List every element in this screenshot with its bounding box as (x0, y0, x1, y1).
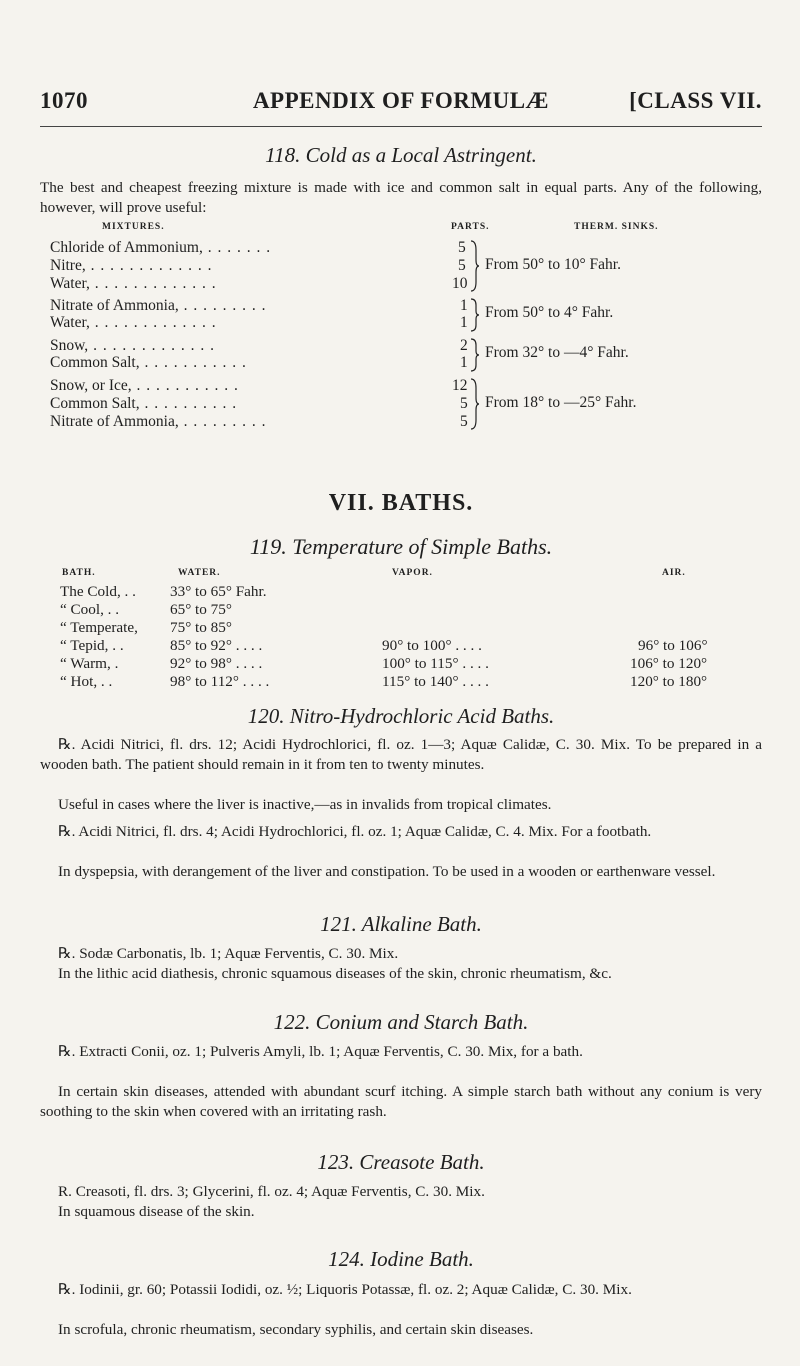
mix-row: Common Salt, . . . . . . . . . . . (50, 354, 247, 371)
section-123-p2: In squamous disease of the skin. (58, 1203, 255, 1220)
col-parts: PARTS. (451, 222, 490, 232)
section-121-p1: ℞. Sodæ Carbonatis, lb. 1; Aquæ Ferventis, C. 30. Mix. (58, 945, 399, 962)
section-123-p1: R. Creasoti, fl. drs. 3; Glycerini, fl. oz. 4; Aquæ Ferventis, C. 30. Mix. (58, 1183, 485, 1200)
section-124-p2: In scrofula, chronic rheumatism, secondary syphilis, and certain skin diseases. (58, 1321, 534, 1338)
mix-row: Nitrate of Ammonia, . . . . . . . . . (50, 413, 267, 430)
brace-icon (470, 378, 480, 430)
header-rule (40, 126, 762, 127)
bath-name: “ Tepid, . . (60, 637, 124, 654)
range: From 50° to 4° Fahr. (485, 304, 614, 321)
mix-parts: 1 (460, 297, 468, 314)
bath-air: 120° to 180° (630, 673, 708, 690)
section-120-p3: ℞. Acidi Nitrici, fl. drs. 4; Acidi Hydrochlorici, fl. oz. 1; Aquæ Calidæ, C. 4. Mix. For a footbath. (58, 823, 652, 840)
mix-row: Chloride of Ammonium, . . . . . . . (50, 239, 272, 256)
section-120-p2: Useful in cases where the liver is inactive,—as in invalids from tropical climates. (58, 796, 552, 813)
mix-parts: 2 (460, 337, 468, 354)
mix-parts: 1 (460, 314, 468, 331)
class-label: [CLASS VII. (629, 88, 762, 113)
section-122-p1: ℞. Extracti Conii, oz. 1; Pulveris Amyli, lb. 1; Aquæ Ferventis, C. 30. Mix, for a bath. (58, 1043, 583, 1060)
section-122-p2: In certain skin diseases, attended with abundant scurf itching. A simple starch bath without any conium is very soothing to the skin when covered with an irritating rash. (40, 1083, 762, 1120)
mix-row: Nitre, . . . . . . . . . . . . . (50, 257, 213, 274)
mix-parts: 5 (460, 413, 468, 430)
section-124-p1: ℞. Iodinii, gr. 60; Potassii Iodidi, oz. ½; Liquoris Potassæ, fl. oz. 2; Aquæ Calidæ, C. 30. Mix. (58, 1281, 632, 1298)
bath-water: 65° to 75° (170, 601, 232, 618)
section-122-title: 122. Conium and Starch Bath. (273, 1010, 529, 1034)
bath-name: “ Temperate, (60, 619, 138, 636)
running-title: APPENDIX OF FORMULÆ (252, 88, 550, 113)
mix-parts: 5 (458, 239, 466, 256)
bath-water: 98° to 112° . . . . (170, 673, 270, 690)
bath-vapor: 115° to 140° . . . . (382, 673, 489, 690)
section-119-title: 119. Temperature of Simple Baths. (249, 534, 553, 559)
bath-water: 33° to 65° Fahr. (170, 583, 267, 600)
bath-vapor: 100° to 115° . . . . (382, 655, 489, 672)
mix-row: Nitrate of Ammonia, . . . . . . . . . (50, 297, 267, 314)
bath-water: 92° to 98° . . . . (170, 655, 263, 672)
bath-name: The Cold, . . (60, 583, 136, 600)
section-118-title: 118. Cold as a Local Astringent. (265, 143, 537, 167)
section-118-intro: The best and cheapest freezing mixture is made with ice and common salt in equal parts. Any of the following, however, will prove useful: (40, 179, 762, 216)
bath-air: 96° to 106° (638, 637, 708, 654)
section-121-title: 121. Alkaline Bath. (320, 912, 482, 936)
col-vapor: VAPOR. (392, 568, 433, 578)
mix-row: Water, . . . . . . . . . . . . . (50, 314, 217, 331)
col-mixtures: MIXTURES. (102, 222, 165, 232)
section-123-title: 123. Creasote Bath. (317, 1150, 485, 1174)
col-therm: THERM. SINKS. (574, 222, 659, 232)
col-air: AIR. (662, 568, 686, 578)
mix-row: Snow, . . . . . . . . . . . . . (50, 337, 215, 354)
brace-icon (470, 298, 480, 332)
mix-parts: 5 (458, 257, 466, 274)
bath-water: 85° to 92° . . . . (170, 637, 263, 654)
section-heading: VII. BATHS. (328, 490, 474, 516)
section-120-p1: ℞. Acidi Nitrici, fl. drs. 12; Acidi Hydrochlorici, fl. oz. 1—3; Aquæ Calidæ, C. 30. Mix. To be prepared in a wooden bath. The patient should remain in it from ten to twenty minutes. (40, 736, 762, 773)
section-121-p2: In the lithic acid diathesis, chronic squamous diseases of the skin, chronic rheumatism, &c. (58, 965, 612, 982)
section-120-title: 120. Nitro-Hydrochloric Acid Baths. (247, 704, 555, 728)
brace-icon (470, 338, 480, 372)
col-bath: BATH. (62, 568, 96, 578)
col-water: WATER. (178, 568, 221, 578)
mix-row: Common Salt, . . . . . . . . . . (50, 395, 238, 412)
range: From 50° to 10° Fahr. (485, 256, 621, 273)
mix-parts: 5 (460, 395, 468, 412)
bath-air: 106° to 120° (630, 655, 708, 672)
mix-parts: 1 (460, 354, 468, 371)
bath-name: “ Warm, . (60, 655, 119, 672)
section-124-title: 124. Iodine Bath. (328, 1247, 474, 1271)
running-head (40, 88, 762, 122)
bath-name: “ Cool, . . (60, 601, 120, 618)
bath-water: 75° to 85° (170, 619, 232, 636)
mix-parts: 10 (452, 275, 468, 292)
mix-row: Snow, or Ice, . . . . . . . . . . . (50, 377, 239, 394)
bath-vapor: 90° to 100° . . . . (382, 637, 482, 654)
section-120-p4: In dyspepsia, with derangement of the liver and constipation. To be used in a wooden or earthenware vessel. (58, 863, 716, 880)
bath-name: “ Hot, . . (60, 673, 113, 690)
range: From 32° to —4° Fahr. (485, 344, 629, 361)
page-number: 1070 (40, 88, 88, 113)
mix-row: Water, . . . . . . . . . . . . . (50, 275, 217, 292)
range: From 18° to —25° Fahr. (485, 394, 637, 411)
brace-icon (470, 240, 480, 292)
mix-parts: 12 (452, 377, 468, 394)
